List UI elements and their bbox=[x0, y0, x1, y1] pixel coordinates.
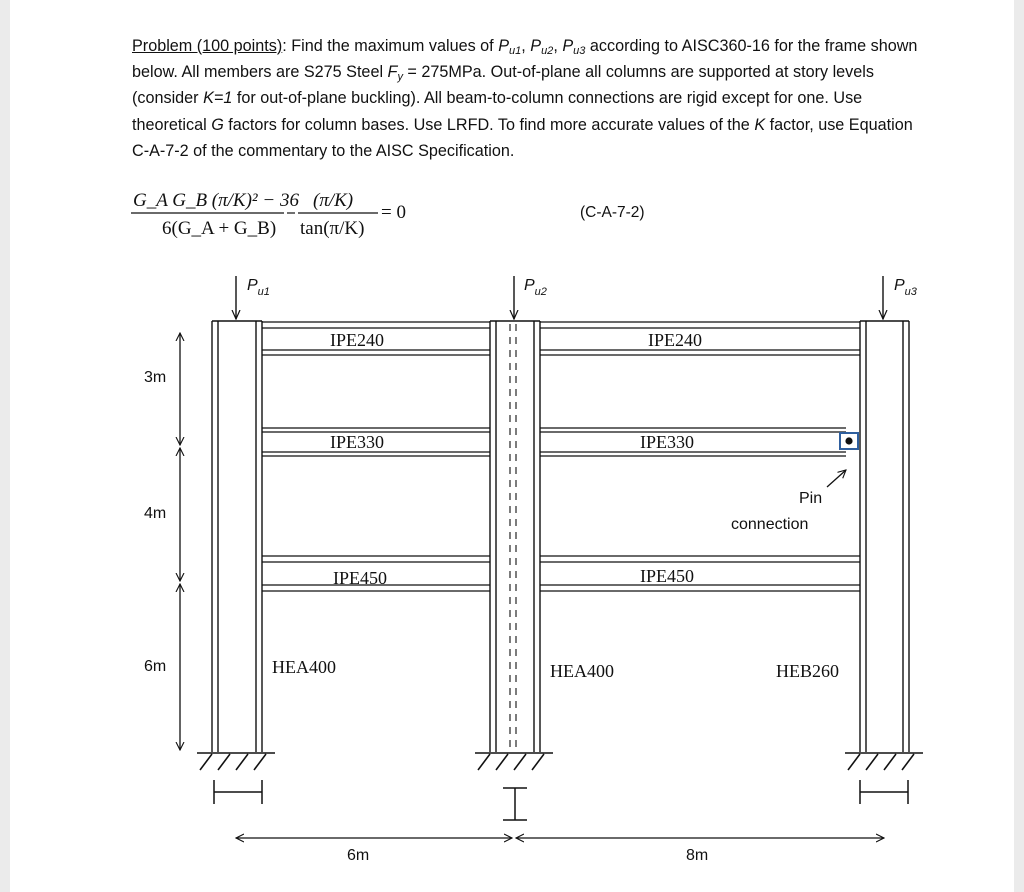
eq-term2-numerator: (π/K) bbox=[313, 190, 354, 211]
support-middle bbox=[475, 753, 553, 770]
story-height-3m: 3m bbox=[144, 369, 167, 386]
eq-rhs: = 0 bbox=[381, 202, 406, 223]
strong-axis-section-icon bbox=[503, 788, 527, 820]
beam-label-roof-right: IPE240 bbox=[648, 330, 702, 350]
column-right bbox=[860, 321, 909, 752]
column-label-left: HEA400 bbox=[272, 657, 336, 677]
weak-axis-section-icon bbox=[860, 780, 908, 804]
column-left bbox=[212, 321, 262, 752]
eq-term2-denominator: tan(π/K) bbox=[300, 218, 365, 239]
column-middle bbox=[490, 321, 540, 752]
column-label-middle: HEA400 bbox=[550, 661, 614, 681]
beam-label-first-right: IPE450 bbox=[640, 566, 694, 586]
problem-title: Problem (100 points) bbox=[132, 37, 283, 55]
span-8m: 8m bbox=[686, 847, 709, 864]
load-label-pu3: $P_{u3}$ bbox=[894, 277, 917, 298]
eq-term1-numerator: G_A G_B (π/K)² − 36 bbox=[133, 190, 299, 211]
problem-statement: Problem (100 points): Find the maximum values of $P_{u1}$, $P_{u2}$, $P_{u3}$ according to AISC360-16 for the frame shown below. All members are S275 Steel $F_y = 275MPa$. Out-of-plane all columns are supported at story levels (consider K=1 for out-of-plane buckling). All beam-to-column connections are rigid except for one. Use theoretical G factors for column bases. Use LRFD. To find more accurate values of the K factor, use Equation C-A-7-2 of the commentary to the AISC Specification. bbox=[132, 37, 918, 160]
beam-label-roof-left: IPE240 bbox=[330, 330, 384, 350]
beam-label-first-left: IPE450 bbox=[333, 568, 387, 588]
fixed-supports bbox=[197, 753, 923, 770]
eq-term1-denominator: 6(G_A + G_B) bbox=[162, 218, 277, 239]
pin-pointer-arrow bbox=[827, 470, 846, 487]
beam-label-second-right: IPE330 bbox=[640, 432, 694, 452]
load-label-pu1: $P_{u1}$ bbox=[247, 277, 270, 298]
pin-dot bbox=[845, 437, 852, 444]
support-right bbox=[845, 753, 923, 770]
story-height-6m: 6m bbox=[144, 658, 167, 675]
span-6m: 6m bbox=[347, 847, 370, 864]
load-label-pu2: $P_{u2}$ bbox=[524, 277, 547, 298]
pin-label: Pin bbox=[799, 490, 823, 507]
story-height-4m: 4m bbox=[144, 505, 167, 522]
pin-connection bbox=[840, 433, 858, 449]
beams bbox=[262, 322, 860, 591]
beam-label-second-left: IPE330 bbox=[330, 432, 384, 452]
column-label-right: HEB260 bbox=[776, 661, 839, 681]
equation-label: (C-A-7-2) bbox=[580, 204, 645, 221]
beam-first-right bbox=[540, 556, 860, 591]
weak-axis-section-icon bbox=[214, 780, 262, 804]
equation bbox=[131, 190, 406, 239]
support-left bbox=[197, 753, 275, 770]
connection-label: connection bbox=[731, 516, 809, 533]
